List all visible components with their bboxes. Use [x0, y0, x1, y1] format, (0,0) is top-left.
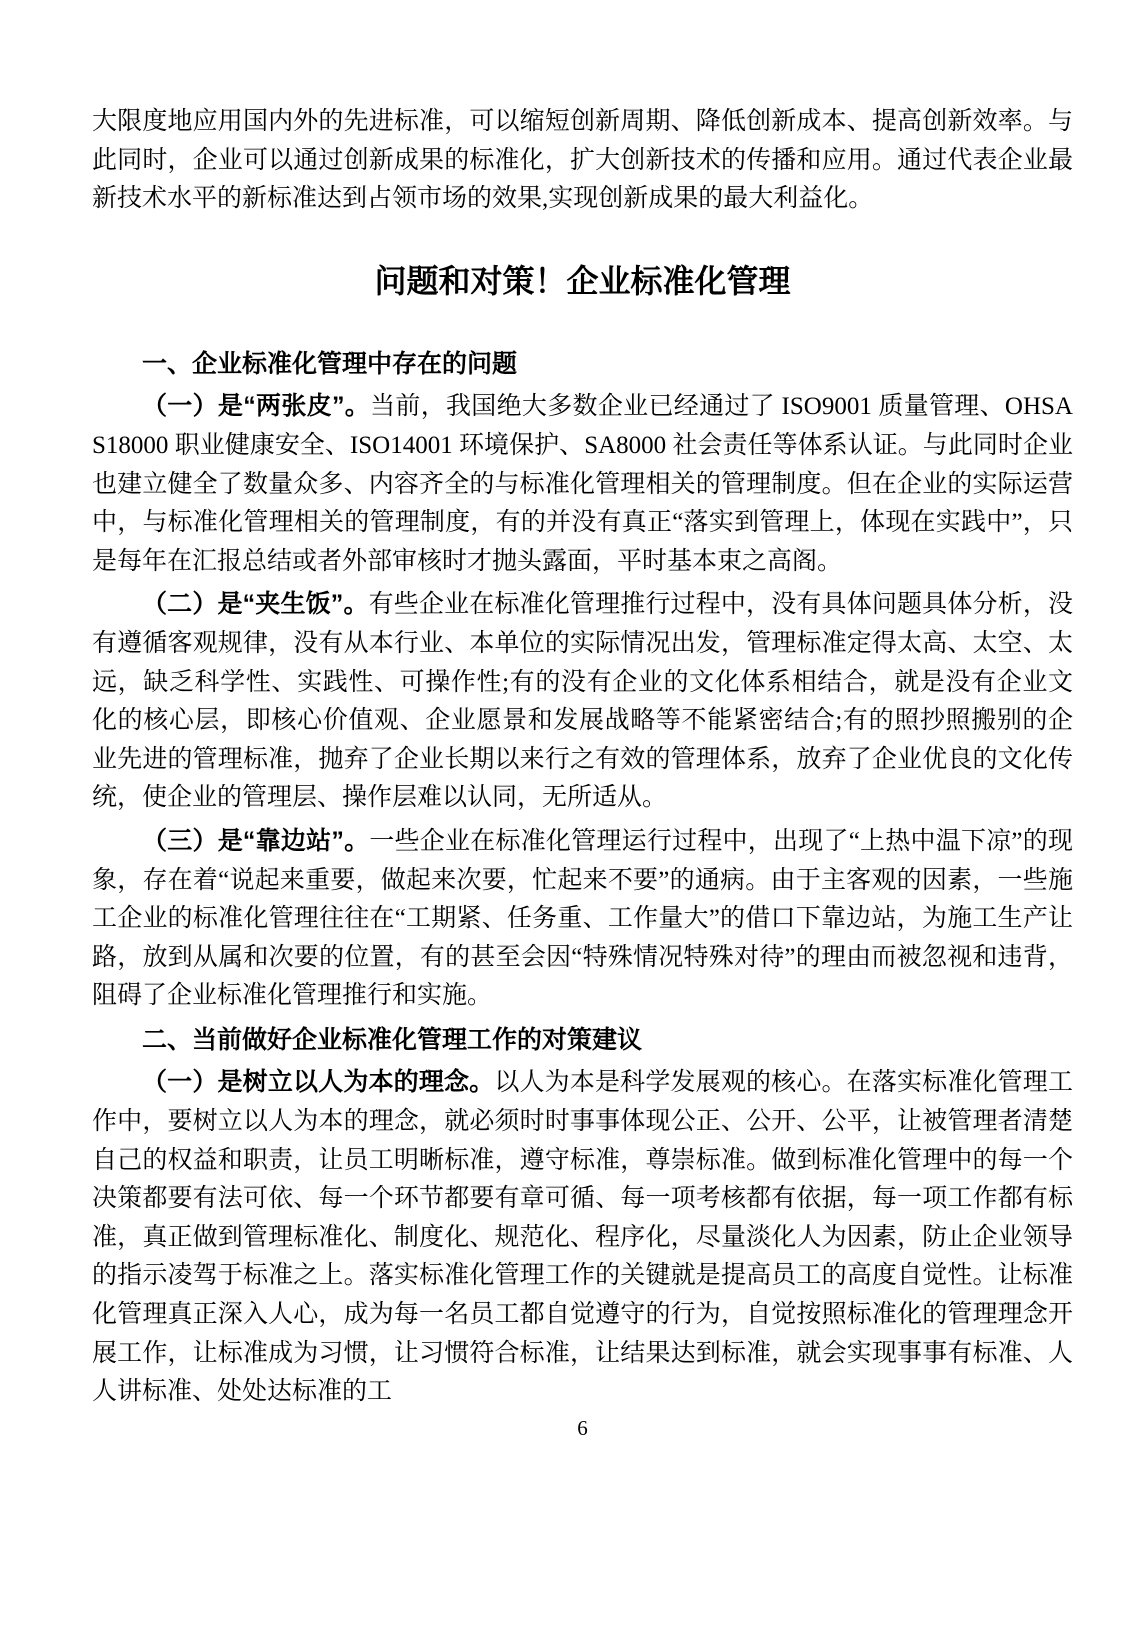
section-1-paragraph-2 [92, 585, 1073, 818]
section-1-heading: 一、企业标准化管理中存在的问题 [142, 349, 518, 378]
paragraph-lead: （一）是树立以人为本的理念。 [142, 1068, 495, 1097]
paragraph-body: 以人为本是科学发展观的核心。在落实标准化管理工作中，要树立以人为本的理念，就必须时时事事体现公正、公开、公平，让被管理者清楚自己的权益和职责，让员工明晰标准，遵守标准，尊崇标准。做到标准化管理中的每一个决策都要有法可依、每一个环节都要有章可循、每一项考核都有依据，每一项工作都有标准，真正做到管理标准化、制度化、规范化、程序化，尽量淡化人为因素，防止企业领导的指示凌驾于标准之上。落实标准化管理工作的关键就是提高员工的高度自觉性。让标准化管理真正深入人心，成为每一名员工都自觉遵守的行为，自觉按照标准化的管理理念开展工作，让标准成为习惯，让习惯符合标准，让结果达到标准，就会实现事事有标准、人人讲标准、处处达标准的工 [92, 1069, 1073, 1406]
section-1-paragraph-3 [92, 822, 1073, 1016]
section-2-heading: 二、当前做好企业标准化管理工作的对策建议 [142, 1025, 643, 1054]
section-1-paragraph-1 [92, 387, 1073, 581]
page-number: 6 [577, 1415, 588, 1440]
paragraph-lead: （三）是“靠边站”。 [142, 826, 370, 855]
paragraph-body: 有些企业在标准化管理推行过程中，没有具体问题具体分析，没有遵循客观规律，没有从本行业、本单位的实际情况出发，管理标准定得太高、太空、太远，缺乏科学性、实践性、可操作性;有的没有企业的文化体系相结合，就是没有企业文化的核心层，即核心价值观、企业愿景和发展战略等不能紧密结合;有的照抄照搬别的企业先进的管理标准，抛弃了企业长期以来行之有效的管理体系，放弃了企业优良的文化传统，使企业的管理层、操作层难以认同，无所适从。 [92, 591, 1073, 812]
intro-paragraph: 大限度地应用国内外的先进标准，可以缩短创新周期、降低创新成本、提高创新效率。与此同时，企业可以通过创新成果的标准化，扩大创新技术的传播和应用。通过代表企业最新技术水平的新标准达到占领市场的效果,实现创新成果的最大利益化。 [92, 108, 1073, 213]
paragraph-body: 当前，我国绝大多数企业已经通过了 ISO9001 质量管理、OHSAS18000 职业健康安全、ISO14001 环境保护、SA8000 社会责任等体系认证。与此同时企业也建立健全了数量众多、内容齐全的与标准化管理相关的管理制度。但在企业的实际运营中，与标准化管理相关的管理制度，有的并没有真正“落实到管理上，体现在实践中”，只是每年在汇报总结或者外部审核时才抛头露面，平时基本束之高阁。 [92, 393, 1073, 575]
paragraph-lead: （一）是“两张皮”。 [142, 392, 371, 421]
paragraph-body: 一些企业在标准化管理运行过程中，出现了“上热中温下凉”的现象，存在着“说起来重要，做起来次要，忙起来不要”的通病。由于主客观的因素，一些施工企业的标准化管理往往在“工期紧、任务重、工作量大”的借口下靠边站，为施工生产让路，放到从属和次要的位置，有的甚至会因“特殊情况特殊对待”的理由而被忽视和违背，阻碍了企业标准化管理推行和实施。 [92, 827, 1073, 1010]
section-2-paragraph-1 [92, 1063, 1073, 1411]
document-title: 问题和对策！企业标准化管理 [374, 262, 791, 299]
paragraph-lead: （二）是“夹生饭”。 [142, 590, 369, 619]
